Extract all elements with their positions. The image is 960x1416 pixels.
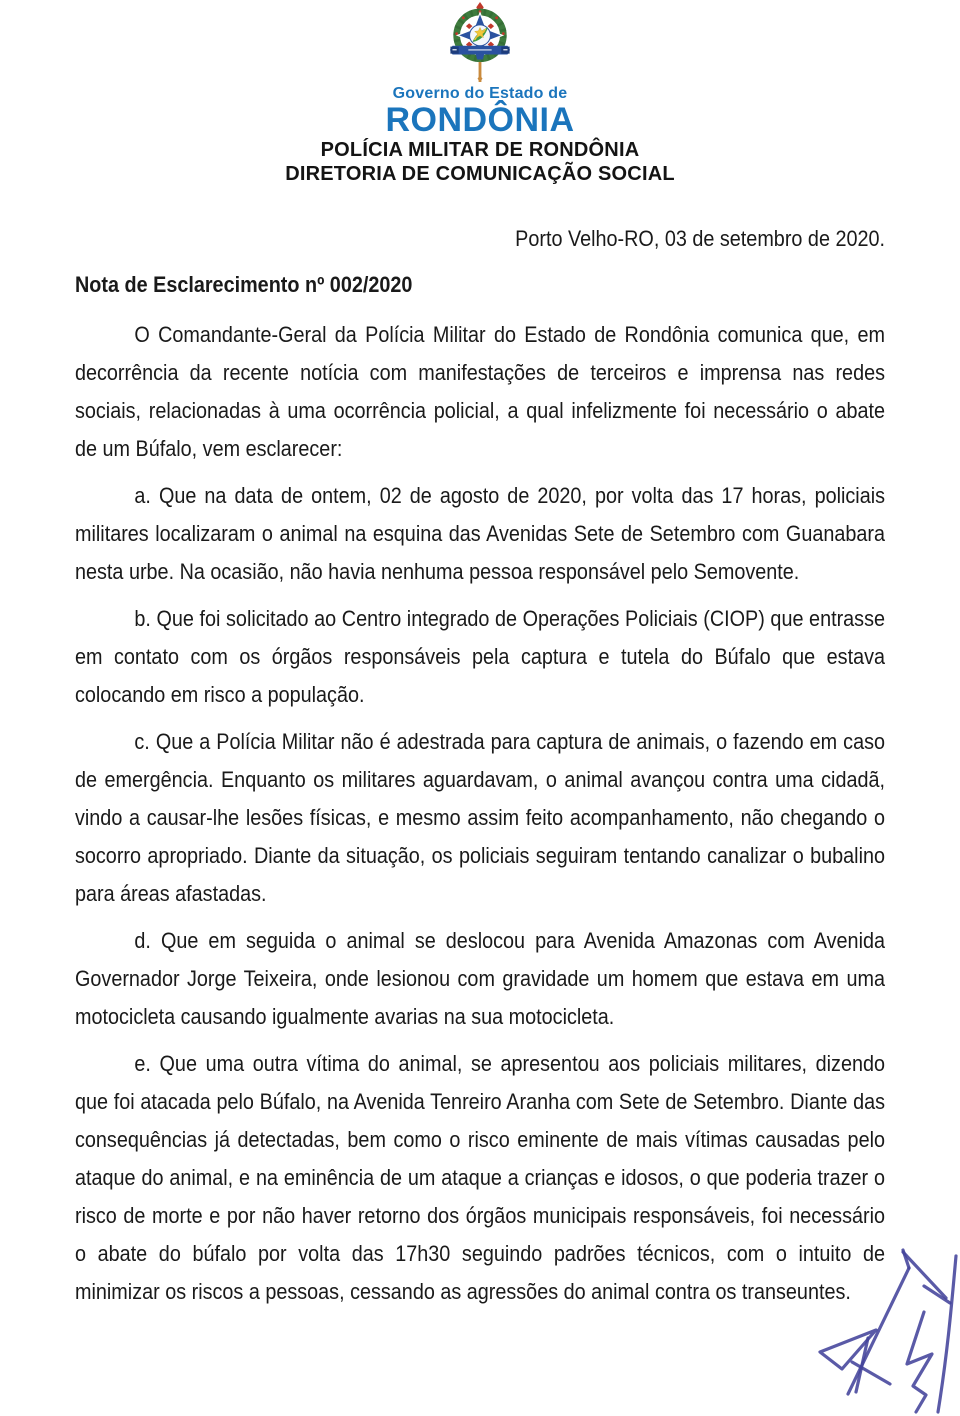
paragraph-item-c: c. Que a Polícia Militar não é adestrada para captura de animais, o fazendo em caso de emergência. Enquanto os militares aguardavam, o animal avançou contra uma cidadã, vindo a causar-lhe lesões físicas, e mesmo assim feito acompanhamento, não chegando o socorro apropriado. Diante da situação, os policiais seguiram tentando canalizar o bubalino para áreas afastadas. bbox=[75, 729, 885, 906]
paragraph-item-b: b. Que foi solicitado ao Centro integrado de Operações Policiais (CIOP) que entrasse em contato com os órgãos responsáveis pela captura e tutela do Búfalo que estava colocando em risco a população. bbox=[75, 606, 885, 707]
org-name-line1: POLÍCIA MILITAR DE RONDÔNIA bbox=[320, 139, 640, 161]
government-label: Governo do Estado de bbox=[392, 85, 568, 102]
org-name-line2: DIRETORIA DE COMUNICAÇÃO SOCIAL bbox=[285, 163, 675, 185]
handwritten-signature bbox=[812, 1242, 960, 1416]
letterhead bbox=[0, 0, 960, 186]
paragraph-item-d: d. Que em seguida o animal se deslocou para Avenida Amazonas com Avenida Governador Jorge Teixeira, onde lesionou com gravidade um homem que estava em uma motocicleta causando igualmente avarias na sua motocicleta. bbox=[75, 928, 885, 1029]
paragraph-item-a: a. Que na data de ontem, 02 de agosto de 2020, por volta das 17 horas, policiais militares localizaram o animal na esquina das Avenidas Sete de Setembro com Guanabara nesta urbe. Na ocasião, não havia nenhuma pessoa responsável pelo Semovente. bbox=[75, 483, 885, 584]
dateline: Porto Velho-RO, 03 de setembro de 2020. bbox=[515, 226, 885, 251]
state-name: RONDÔNIA bbox=[385, 101, 575, 139]
document-body bbox=[75, 220, 885, 1320]
paragraph-intro: O Comandante-Geral da Polícia Militar do Estado de Rondônia comunica que, em decorrência da recente notícia com manifestações de terceiros e imprensa nas redes sociais, relacionadas à uma ocorrência policial, a qual infelizmente foi necessário o abate de um Búfalo, vem esclarecer: bbox=[75, 322, 885, 461]
paragraph-item-e: e. Que uma outra vítima do animal, se apresentou aos policiais militares, dizendo que foi atacada pelo Búfalo, na Avenida Tenreiro Aranha com Sete de Setembro. Diante das consequências já detectadas, bem como o risco eminente de mais vítimas causadas pelo ataque do animal, e na eminência de um ataque a crianças e idosos, o que poderia trazer o risco de morte e por não haver retorno dos órgãos municipais responsáveis, foi necessário o abate do búfalo por volta das 17h30 seguindo padrões técnicos, com o intuito de minimizar os riscos a pessoas, cessando as agressões do animal contra os transeuntes. bbox=[75, 1051, 885, 1304]
rondonia-coat-of-arms-icon bbox=[437, 2, 523, 82]
note-title: Nota de Esclarecimento nº 002/2020 bbox=[75, 272, 413, 297]
